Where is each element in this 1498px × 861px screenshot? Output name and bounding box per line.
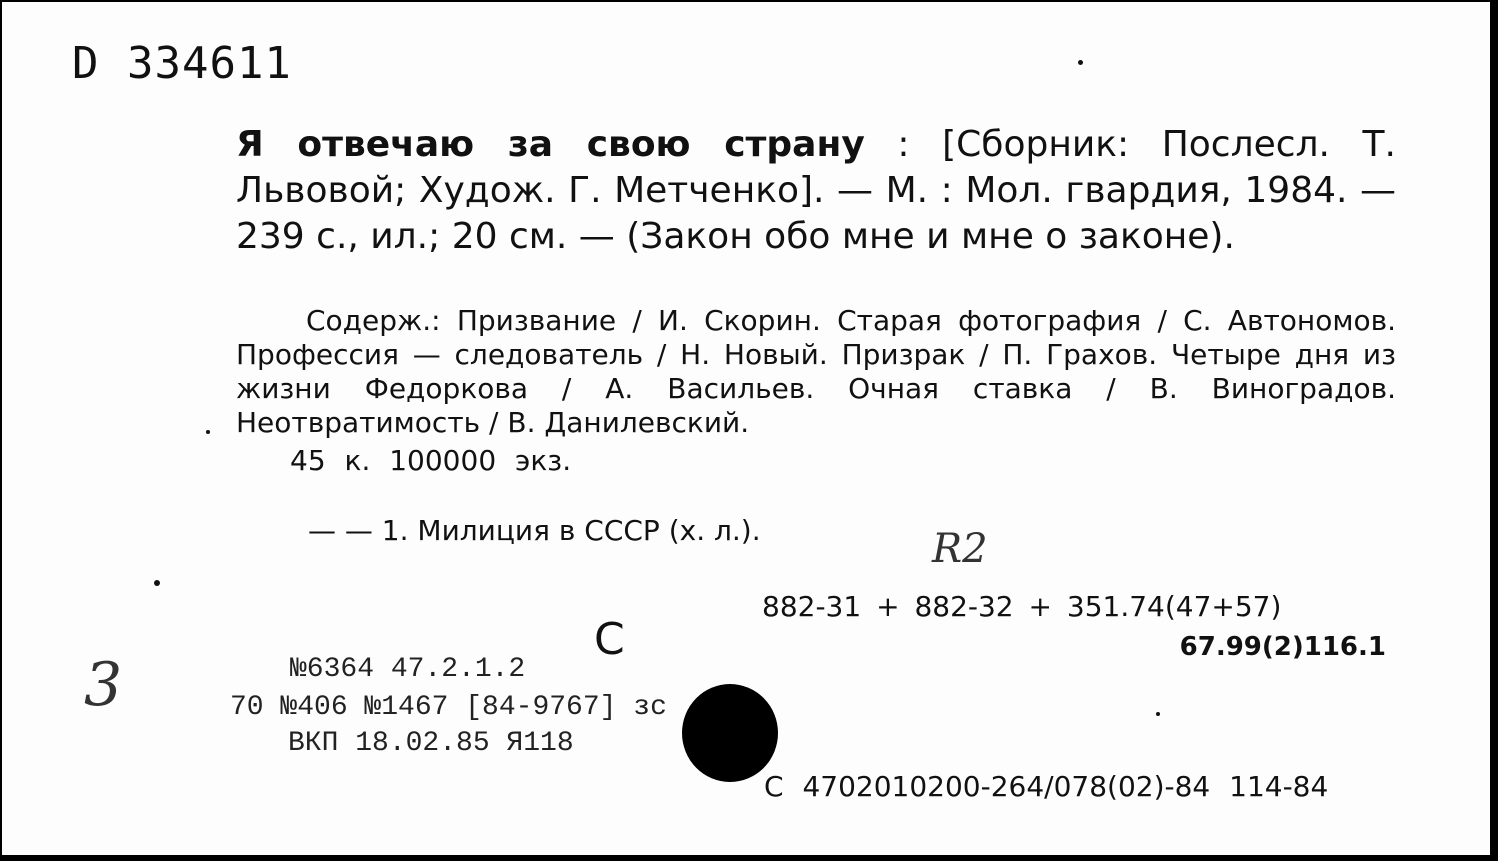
contents-note: Содерж.: Призвание / И. Скорин. Старая фотография / С. Автономов. Профессия — следователь / Н. Новый. Призрак / П. Грахов. Четыре дня из жизни Федоркова / А. Васильев. Очная ставка / В. Виноградов. Неотвратимость / В. Данилевский. [236,304,1396,439]
bibliographic-entry [236,122,1396,260]
book-title: Я отвечаю за свою страну [236,124,865,165]
registry-line-2: 70 №406 №1467 [84-9767] зс [230,692,667,723]
price-and-print-run: 45 к. 100000 экз. [290,444,572,477]
registry-line-1: №6364 47.2.1.2 [290,654,526,685]
speck [1078,60,1083,65]
punch-hole [682,684,778,782]
handwritten-number: 3 [84,650,123,720]
call-number: D 334611 [72,38,292,89]
publisher-code: С 4702010200-264/078(02)-84 114-84 [764,770,1329,803]
subject-heading: — — 1. Милиция в СССР (х. л.). [308,514,761,547]
catalog-card [2,2,1496,859]
registry-line-3: ВКП 18.02.85 Я118 [288,728,574,759]
speck [154,580,160,586]
handwritten-mark: R2 [932,526,988,572]
speck [1156,712,1160,716]
classification-index-secondary: 67.99(2)116.1 [1179,632,1386,662]
book-description: : [Сборник: Послесл. Т. Львовой; Худож. Г. Метченко]. — М. : Мол. гвардия, 1984. — 239 с., ил.; 20 см. — (Закон обо мне и мне о законе). [236,124,1396,257]
speck [206,430,210,434]
classification-indices: 882-31 + 882-32 + 351.74(47+57) [762,590,1282,623]
catalog-letter: С [594,614,625,665]
